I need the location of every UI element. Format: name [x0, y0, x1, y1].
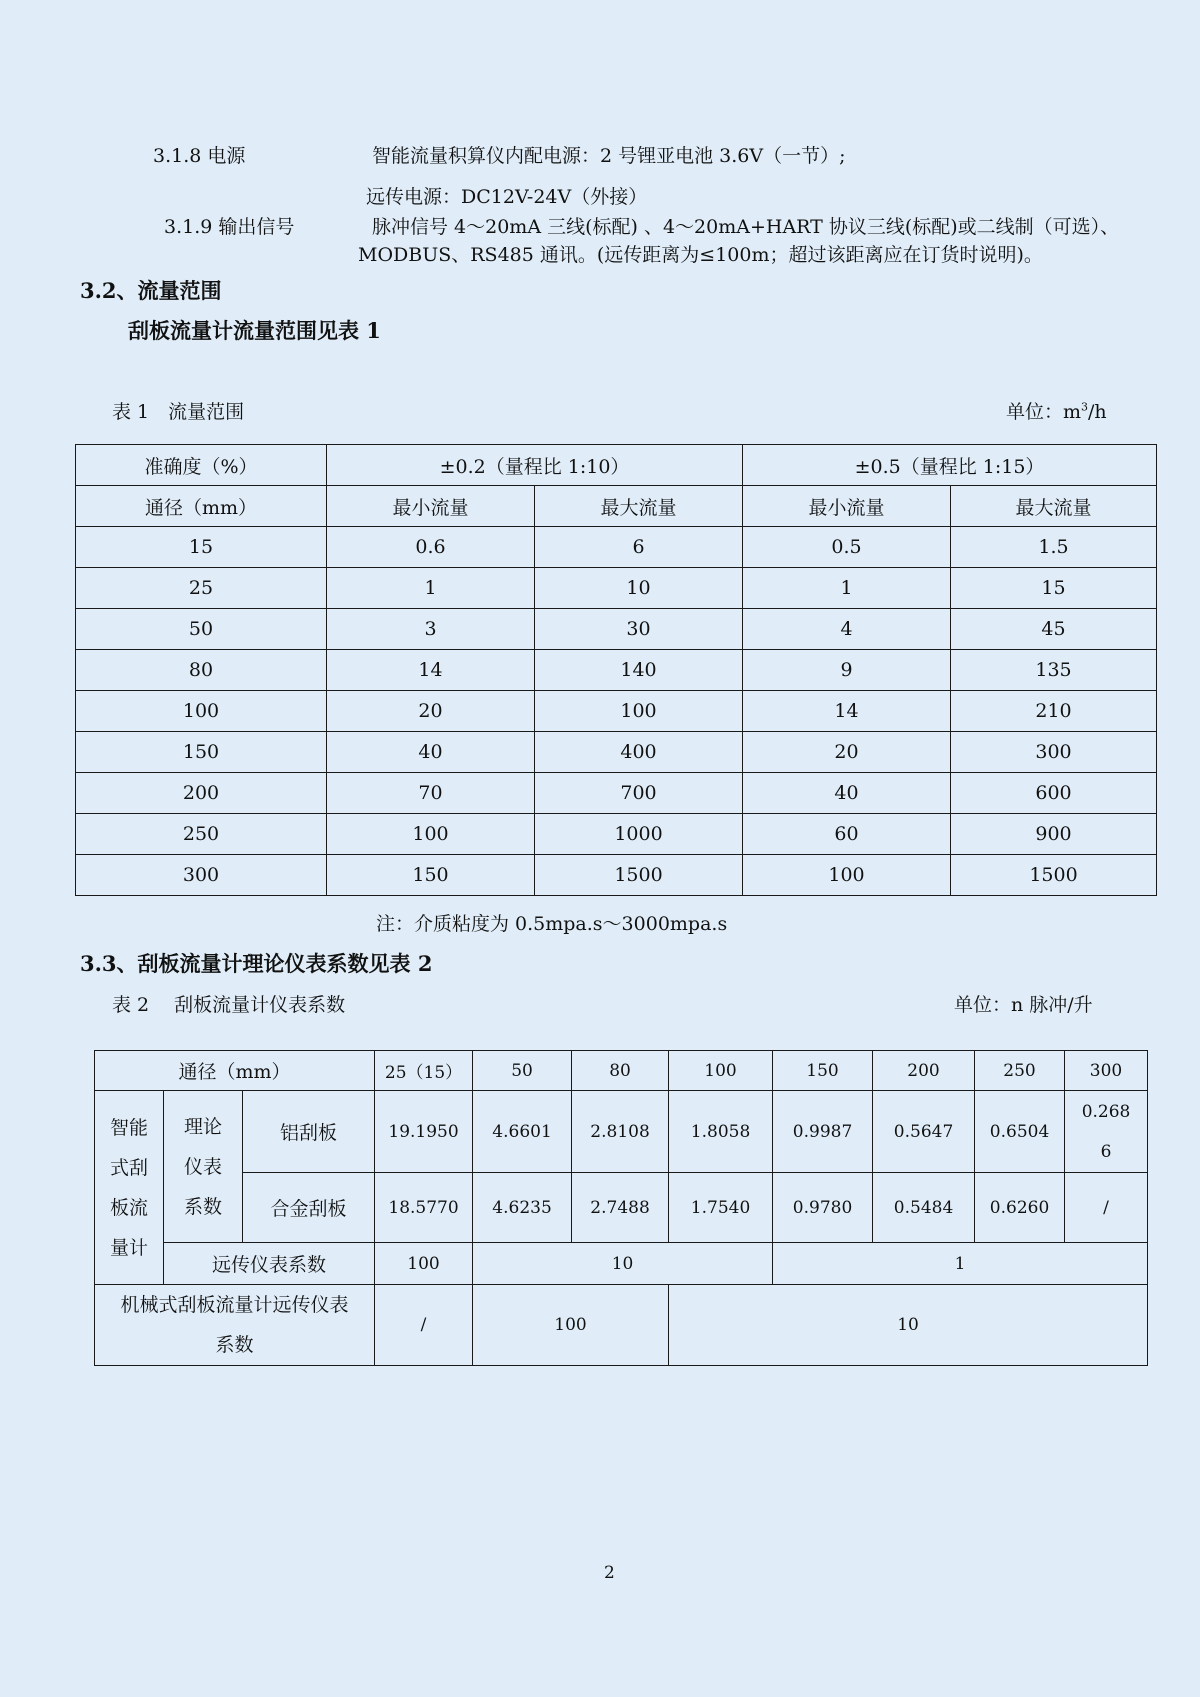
cell-max-02: 400 [535, 732, 743, 773]
table-row [76, 527, 1157, 568]
table1-unit: 单位：$m^3/h$ [1006, 400, 1107, 423]
cell-max-02: 30 [535, 609, 743, 650]
meter-coefficient-table [94, 1050, 1148, 1366]
cell-min-02: 20 [327, 691, 535, 732]
header-accuracy-05: ±0.5（量程比 1:15） [743, 445, 1157, 486]
header-diameter: 通径（mm） [76, 486, 327, 527]
aluminum-80: 2.8108 [572, 1091, 669, 1173]
header-diameter: 通径（mm） [95, 1051, 375, 1091]
section-33-title: 3.3、刮板流量计理论仪表系数见表 2 [80, 951, 433, 976]
table1-note: 注：介质粘度为 0.5mpa.s～3000mpa.s [376, 913, 728, 935]
cell-max-02: 140 [535, 650, 743, 691]
header-diameter-250: 250 [975, 1051, 1065, 1091]
remote-coefficient-label: 远传仪表系数 [164, 1243, 375, 1285]
cell-min-05: 14 [743, 691, 951, 732]
cell-diameter: 15 [76, 527, 327, 568]
table2-caption: 表 2 刮板流量计仪表系数 [112, 994, 346, 1016]
table-row [95, 1091, 1148, 1173]
cell-max-02: 100 [535, 691, 743, 732]
alloy-50: 4.6235 [473, 1173, 572, 1243]
cell-max-05: 135 [951, 650, 1157, 691]
cell-min-02: 1 [327, 568, 535, 609]
cell-diameter: 300 [76, 855, 327, 896]
cell-min-02: 70 [327, 773, 535, 814]
cell-max-02: 6 [535, 527, 743, 568]
cell-max-05: 600 [951, 773, 1157, 814]
aluminum-300: 0.268 6 [1065, 1091, 1148, 1173]
cell-diameter: 50 [76, 609, 327, 650]
output-text-1: 脉冲信号 4～20mA 三线(标配) 、4～20mA+HART 协议三线(标配)或二线制（可选）、 [372, 216, 1120, 238]
cell-min-05: 9 [743, 650, 951, 691]
cell-diameter: 25 [76, 568, 327, 609]
aluminum-150: 0.9987 [773, 1091, 873, 1173]
alloy-80: 2.7488 [572, 1173, 669, 1243]
cell-max-02: 10 [535, 568, 743, 609]
table-row [95, 1285, 1148, 1366]
header-diameter-150: 150 [773, 1051, 873, 1091]
cell-min-05: 1 [743, 568, 951, 609]
cell-diameter: 200 [76, 773, 327, 814]
alloy-25: 18.5770 [375, 1173, 473, 1243]
cell-min-02: 40 [327, 732, 535, 773]
power-text: 智能流量积算仪内配电源：2 号锂亚电池 3.6V（一节）; [372, 145, 846, 167]
header-diameter-200: 200 [873, 1051, 975, 1091]
mechanical-meter-label: 机械式刮板流量计远传仪表 系数 [95, 1285, 375, 1366]
cell-diameter: 250 [76, 814, 327, 855]
cell-min-05: 60 [743, 814, 951, 855]
remote-25: 100 [375, 1243, 473, 1285]
flow-range-table [75, 444, 1157, 896]
cell-min-02: 14 [327, 650, 535, 691]
aluminum-250: 0.6504 [975, 1091, 1065, 1173]
header-diameter-300: 300 [1065, 1051, 1148, 1091]
cell-min-05: 4 [743, 609, 951, 650]
table-row [76, 609, 1157, 650]
cell-max-05: 45 [951, 609, 1157, 650]
cell-max-05: 300 [951, 732, 1157, 773]
table-row [76, 814, 1157, 855]
table-row [95, 1173, 1148, 1243]
aluminum-50: 4.6601 [473, 1091, 572, 1173]
alloy-150: 0.9780 [773, 1173, 873, 1243]
cell-min-05: 20 [743, 732, 951, 773]
section-32-title: 3.2、流量范围 [80, 278, 222, 303]
table1-caption: 表 1 流量范围 [112, 401, 245, 423]
page-number: 2 [604, 1563, 615, 1583]
smart-meter-label: 智能 式刮 板流 量计 [95, 1091, 164, 1285]
theory-coefficient-label: 理论 仪表 系数 [164, 1091, 243, 1243]
aluminum-scraper-label: 铝刮板 [243, 1091, 375, 1173]
header-diameter-25: 25（15） [375, 1051, 473, 1091]
cell-max-05: 15 [951, 568, 1157, 609]
cell-max-02: 700 [535, 773, 743, 814]
table-row [76, 568, 1157, 609]
cell-max-02: 1000 [535, 814, 743, 855]
aluminum-25: 19.1950 [375, 1091, 473, 1173]
header-accuracy: 准确度（%） [76, 445, 327, 486]
table-row [76, 855, 1157, 896]
header-diameter-100: 100 [669, 1051, 773, 1091]
aluminum-200: 0.5647 [873, 1091, 975, 1173]
table2-unit: 单位：n 脉冲/升 [954, 994, 1093, 1016]
header-diameter-50: 50 [473, 1051, 572, 1091]
header-diameter-80: 80 [572, 1051, 669, 1091]
cell-diameter: 100 [76, 691, 327, 732]
cell-min-02: 150 [327, 855, 535, 896]
table-row [95, 1243, 1148, 1285]
header-min-flow-05: 最小流量 [743, 486, 951, 527]
remote-50-100: 10 [473, 1243, 773, 1285]
header-accuracy-02: ±0.2（量程比 1:10） [327, 445, 743, 486]
cell-min-02: 0.6 [327, 527, 535, 568]
cell-min-02: 100 [327, 814, 535, 855]
header-max-flow-02: 最大流量 [535, 486, 743, 527]
cell-max-05: 1500 [951, 855, 1157, 896]
cell-max-05: 900 [951, 814, 1157, 855]
mech-25: / [375, 1285, 473, 1366]
cell-min-05: 0.5 [743, 527, 951, 568]
alloy-300: / [1065, 1173, 1148, 1243]
table-row [76, 691, 1157, 732]
table-row [76, 732, 1157, 773]
section-32-subtitle: 刮板流量计流量范围见表 1 [128, 318, 381, 343]
remote-150-300: 1 [773, 1243, 1148, 1285]
cell-max-05: 210 [951, 691, 1157, 732]
alloy-scraper-label: 合金刮板 [243, 1173, 375, 1243]
cell-max-05: 1.5 [951, 527, 1157, 568]
cell-min-05: 100 [743, 855, 951, 896]
output-label: 3.1.9 输出信号 [164, 216, 295, 238]
alloy-100: 1.7540 [669, 1173, 773, 1243]
header-min-flow-02: 最小流量 [327, 486, 535, 527]
cell-min-02: 3 [327, 609, 535, 650]
alloy-250: 0.6260 [975, 1173, 1065, 1243]
mech-100-300: 10 [669, 1285, 1148, 1366]
aluminum-100: 1.8058 [669, 1091, 773, 1173]
remote-power-text: 远传电源：DC12V-24V（外接） [366, 186, 648, 208]
mech-50-80: 100 [473, 1285, 669, 1366]
output-text-2: MODBUS、RS485 通讯。(远传距离为≤100m；超过该距离应在订货时说明)。 [358, 244, 1043, 266]
header-max-flow-05: 最大流量 [951, 486, 1157, 527]
cell-diameter: 80 [76, 650, 327, 691]
cell-min-05: 40 [743, 773, 951, 814]
alloy-200: 0.5484 [873, 1173, 975, 1243]
power-label: 3.1.8 电源 [153, 145, 246, 167]
table-row [76, 773, 1157, 814]
cell-diameter: 150 [76, 732, 327, 773]
table-row [76, 650, 1157, 691]
cell-max-02: 1500 [535, 855, 743, 896]
